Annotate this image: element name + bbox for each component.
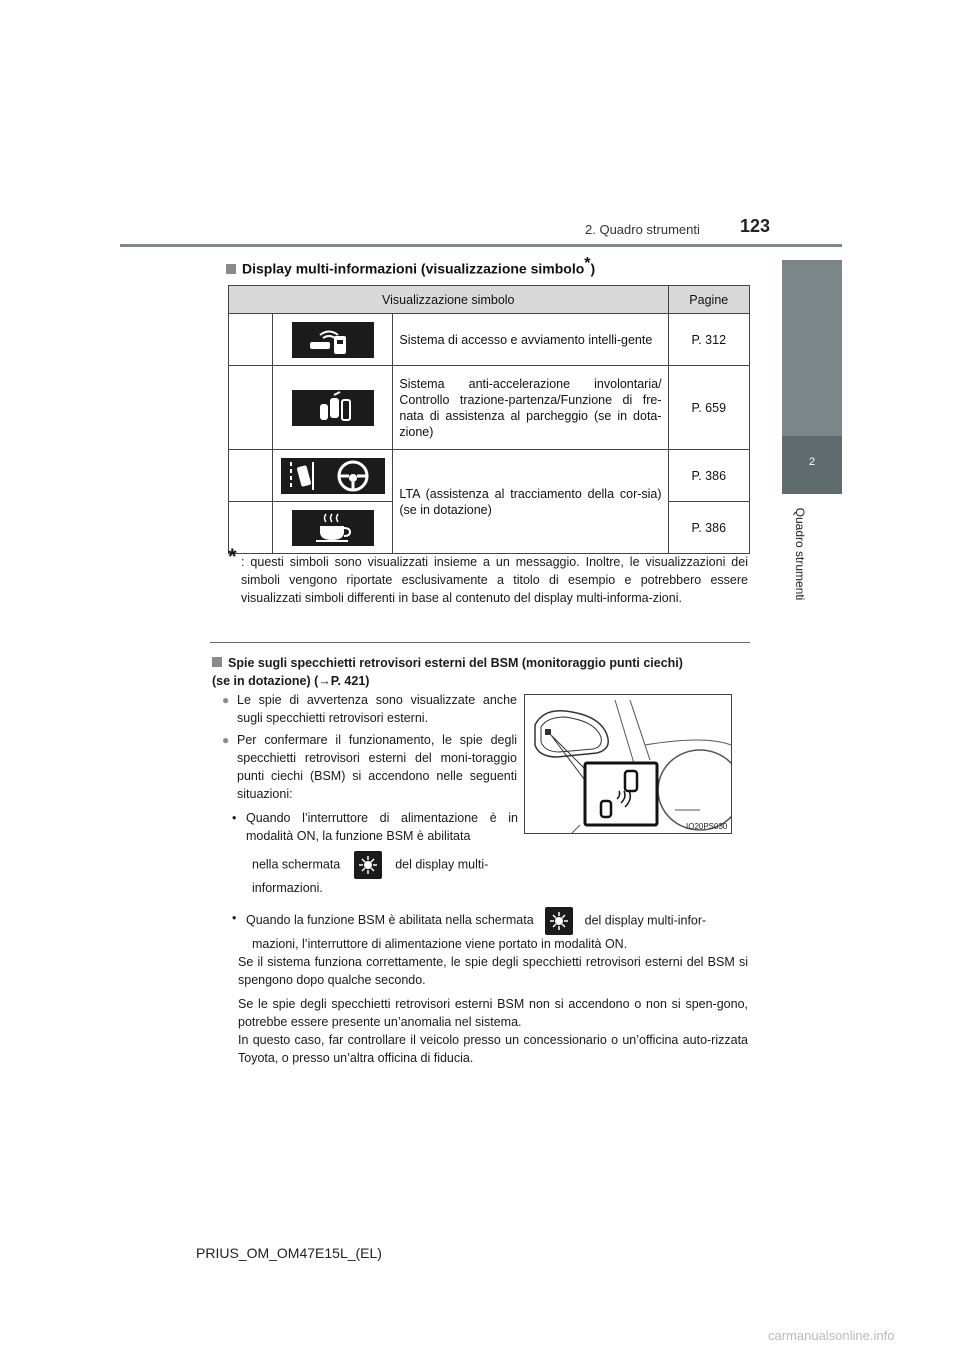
table-cell-icon xyxy=(273,314,393,366)
section-heading-display xyxy=(226,255,595,277)
mirror-illustration xyxy=(524,694,732,834)
coffee-cup-icon xyxy=(292,510,374,546)
side-tab-number: 2 xyxy=(782,436,842,494)
sub-item-text: Quando la funzione BSM è abilitata nella schermata xyxy=(246,913,534,928)
header-section-title: 2. Quadro strumenti xyxy=(585,222,700,237)
page-number: 123 xyxy=(740,216,771,236)
table-row xyxy=(229,314,750,366)
table-cell-desc: Sistema anti-accelerazione involontaria/ Controllo trazione-partenza/Funzione di fre-nata di assistenza al parcheggio (se in dota-zione) xyxy=(393,366,668,450)
footnote-star: * xyxy=(228,544,237,569)
table-cell-blank xyxy=(229,366,273,450)
section-divider xyxy=(210,642,750,643)
side-tab-label-text: Quadro strumenti xyxy=(793,507,807,601)
footnote xyxy=(228,544,748,607)
square-bullet-icon xyxy=(212,657,222,667)
table-cell-icon xyxy=(273,450,393,502)
smart-key-icon xyxy=(292,322,374,358)
paragraph: Se il sistema funziona correttamente, le spie degli specchietti retrovisori esterni del BSM si spengono dopo qualche secondo. xyxy=(238,955,748,987)
watermark: carmanualsonline.info xyxy=(768,1328,895,1343)
paragraph: Se le spie degli specchietti retrovisori esterni BSM non si accendono o non si spen-gono, potrebbe essere presente un’anomalia nel sistema. xyxy=(238,997,748,1029)
bsm-heading xyxy=(212,654,752,690)
paragraph: In questo caso, far controllare il veicolo presso un concessionario o un’officina auto-rizzata Toyota, o presso un’altra officina di fiducia. xyxy=(238,1033,748,1065)
table-cell-page: P. 659 xyxy=(668,366,749,450)
table-cell-blank xyxy=(229,450,273,502)
section-heading-end: ) xyxy=(590,260,596,277)
bullet-text: Le spie di avvertenza sono visualizzate anche sugli specchietti retrovisori esterni. xyxy=(237,693,517,725)
footnote-mark: * xyxy=(584,255,591,272)
table-header-symbol: Visualizzazione simbolo xyxy=(229,286,669,314)
document-code: PRIUS_OM_OM47E15L_(EL) xyxy=(196,1245,382,1261)
illustration-code: IO20PS030 xyxy=(686,822,728,831)
table-header-pages: Pagine xyxy=(668,286,749,314)
symbol-table xyxy=(228,285,750,554)
settings-screen-icon xyxy=(354,851,382,879)
sub-item-text: mazioni, l’interruttore di alimentazione viene portato in modalità ON. xyxy=(252,937,628,951)
circle-bullet-icon: ● xyxy=(222,733,230,747)
bsm-heading-line2-post: P. 421) xyxy=(330,674,370,688)
table-cell-icon xyxy=(273,502,393,554)
header-rule xyxy=(120,244,842,247)
sub-item xyxy=(232,907,748,935)
table-cell-page: P. 312 xyxy=(668,314,749,366)
list-item xyxy=(222,731,517,803)
sub-item-text: informazioni. xyxy=(252,881,323,895)
sub-bullet-marker: • xyxy=(232,911,237,925)
table-row xyxy=(229,450,750,502)
footnote-text: : questi simboli sono visualizzati insieme a un messaggio. Inoltre, le visualizzazioni dei simboli vengono riportate esclusivamente a titolo di esempio e potrebbero essere visualizzati simboli differenti in base al contenuto del display multi-informa-zioni. xyxy=(241,555,748,605)
table-cell-icon xyxy=(273,366,393,450)
side-tab-strip xyxy=(782,260,842,436)
table-cell-page: P. 386 xyxy=(668,450,749,502)
table-cell-desc: LTA (assistenza al tracciamento della cor-sia) (se in dotazione) xyxy=(393,450,668,554)
pedal-misoperation-icon xyxy=(292,390,374,426)
arrow-icon: → xyxy=(318,674,331,688)
circle-bullet-icon: ● xyxy=(222,693,230,707)
side-tab-label xyxy=(782,494,818,614)
sub-item-text: del display multi- xyxy=(395,857,489,872)
table-row xyxy=(229,366,750,450)
lane-tracing-icon xyxy=(281,458,385,494)
table-header-row xyxy=(229,286,750,314)
bsm-heading-line1: Spie sugli specchietti retrovisori esterni del BSM (monitoraggio punti ciechi) xyxy=(228,656,683,670)
sub-bullet-marker: • xyxy=(232,811,237,825)
sub-item-text: nella schermata xyxy=(252,857,341,872)
bsm-heading-line2-pre: (se in dotazione) ( xyxy=(212,674,319,688)
square-bullet-icon xyxy=(226,264,236,274)
sub-item-line xyxy=(252,851,488,879)
table-cell-blank xyxy=(229,314,273,366)
table-cell-page: P. 386 xyxy=(668,502,749,554)
sub-item-text: del display multi-infor- xyxy=(584,913,707,928)
sub-item xyxy=(232,809,518,845)
table-cell-desc: Sistema di accesso e avviamento intelli-gente xyxy=(393,314,668,366)
settings-screen-icon xyxy=(545,907,573,935)
bullet-text: Per confermare il funzionamento, le spie degli specchietti retrovisori esterni del moni-toraggio punti ciechi (BSM) si accendono nelle seguenti situazioni: xyxy=(237,733,517,801)
sub-item-text: Quando l’interruttore di alimentazione è in modalità ON, la funzione BSM è abilitata xyxy=(246,811,518,843)
section-heading-text: Display multi-informazioni (visualizzazione simbolo xyxy=(242,260,585,277)
list-item xyxy=(222,691,517,727)
